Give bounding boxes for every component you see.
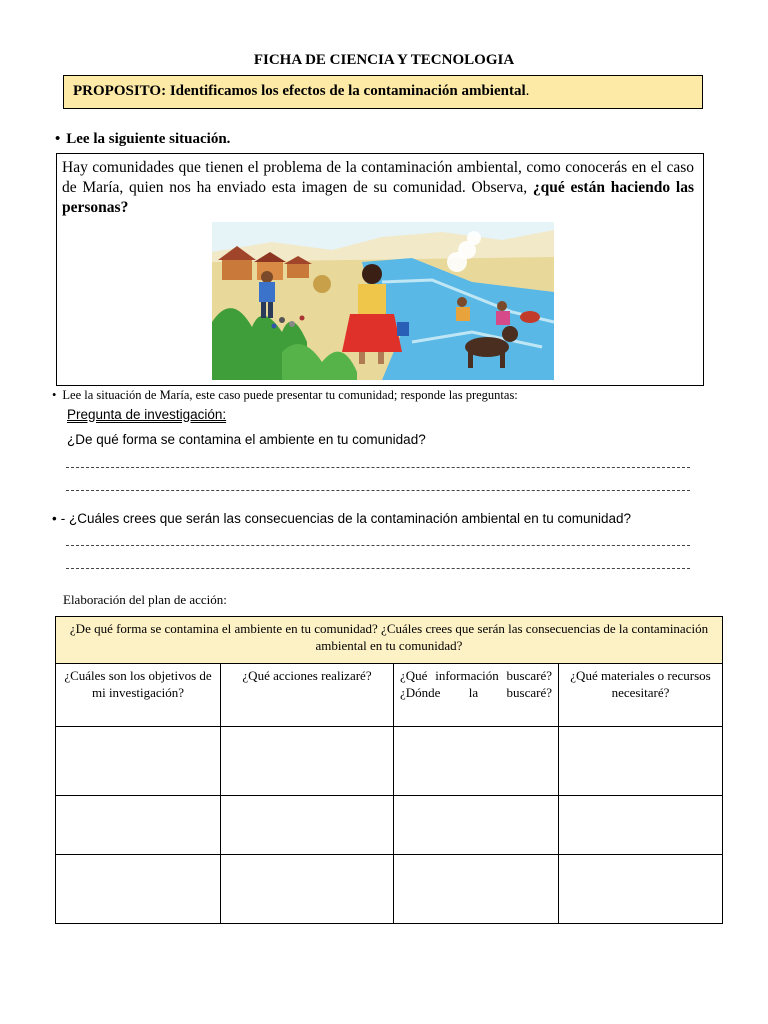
- river-pollution-illustration: [212, 222, 554, 380]
- table-cell[interactable]: [56, 727, 221, 796]
- table-cell[interactable]: [56, 855, 221, 924]
- answer-line-1b[interactable]: [66, 490, 690, 491]
- instructions-text: Lee la situación de María, este caso puede presentar tu comunidad; responde las preguntas:: [62, 388, 518, 402]
- answer-line-2b[interactable]: [66, 568, 690, 569]
- purpose-text: Identificamos los efectos de la contaminación ambiental: [169, 83, 526, 99]
- table-cell[interactable]: [56, 796, 221, 855]
- situation-text: [62, 158, 694, 218]
- answer-line-1a[interactable]: [66, 467, 690, 468]
- purpose-label: PROPOSITO:: [73, 83, 167, 99]
- purpose-period: .: [525, 83, 530, 99]
- research-label: Pregunta de investigación:: [67, 407, 227, 422]
- table-header-row: [56, 617, 723, 664]
- table-header: ¿De qué forma se contamina el ambiente en tu comunidad? ¿Cuáles crees que serán las consecuencias de la contaminación ambiental en tu comunidad?: [56, 617, 723, 664]
- bullet-icon: •: [52, 511, 57, 526]
- situation-box: [56, 153, 704, 386]
- question-2: [52, 511, 631, 526]
- question-1: ¿De qué forma se contamina el ambiente en tu comunidad?: [67, 432, 426, 447]
- table-row: [56, 796, 723, 855]
- column-objectives: ¿Cuáles son los objetivos de mi investigación?: [56, 664, 221, 727]
- table-row: [56, 855, 723, 924]
- situation-question: ¿qué están haciendo las personas?: [62, 179, 695, 216]
- table-cell[interactable]: [559, 727, 723, 796]
- instructions: [52, 388, 518, 403]
- answer-line-2a[interactable]: [66, 545, 690, 546]
- table-cell[interactable]: [394, 855, 559, 924]
- situation-observe: Observa,: [471, 179, 528, 196]
- table-cell[interactable]: [221, 855, 394, 924]
- read-heading: [55, 131, 230, 148]
- table-cell[interactable]: [221, 796, 394, 855]
- column-materials: ¿Qué materiales o recursos necesitaré?: [559, 664, 723, 727]
- table-cell[interactable]: [394, 727, 559, 796]
- table-cell[interactable]: [559, 855, 723, 924]
- action-plan-table: [55, 616, 723, 924]
- column-information: ¿Qué información buscaré? ¿Dónde la buscaré?: [394, 664, 559, 727]
- bullet-icon: •: [52, 388, 57, 402]
- question-2-text: - ¿Cuáles crees que serán las consecuencias de la contaminación ambiental en tu comunidad?: [60, 511, 632, 526]
- situation-body: Hay comunidades que tienen el problema de la contaminación ambiental, como conocerás en el caso de María, quien nos ha enviado esta imagen de su comunidad.: [62, 159, 694, 196]
- table-row: [56, 727, 723, 796]
- column-actions: ¿Qué acciones realizaré?: [221, 664, 394, 727]
- purpose-box: [63, 75, 703, 109]
- page-title: FICHA DE CIENCIA Y TECNOLOGIA: [253, 52, 515, 68]
- table-cell[interactable]: [394, 796, 559, 855]
- table-cell[interactable]: [221, 727, 394, 796]
- table-cell[interactable]: [559, 796, 723, 855]
- table-column-row: [56, 664, 723, 727]
- bullet-icon: •: [55, 131, 61, 147]
- plan-title: Elaboración del plan de acción:: [63, 592, 227, 607]
- read-heading-text: Lee la siguiente situación.: [66, 131, 231, 147]
